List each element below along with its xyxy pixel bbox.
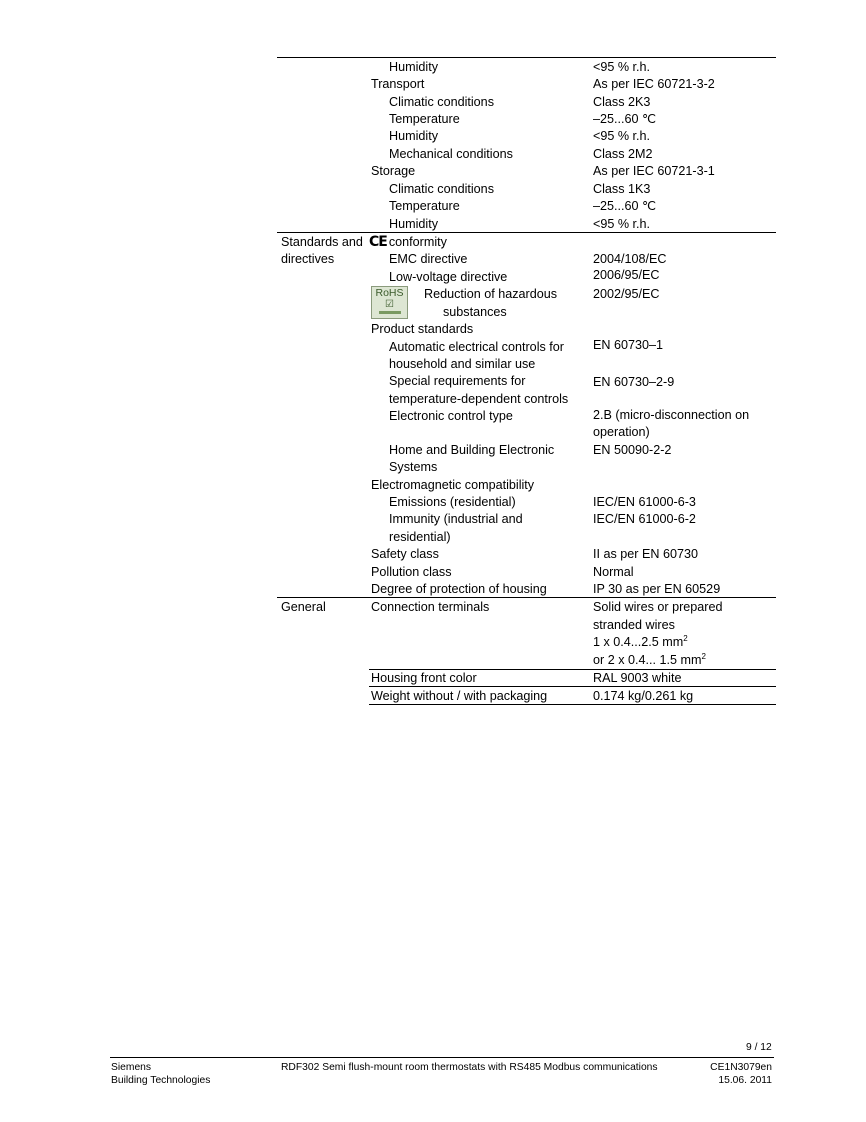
storage-value: As per IEC 60721-3-1 — [593, 164, 715, 178]
emissions-label: Emissions (residential) — [389, 495, 516, 509]
page-number: 9 / 12 — [746, 1042, 772, 1053]
ce-mark-icon: CE — [369, 234, 387, 250]
protection-label: Degree of protection of housing — [371, 582, 547, 596]
auto-controls-value: EN 60730–1 — [593, 338, 664, 352]
table-bottom-rule — [369, 704, 776, 705]
terminals-value-line3-text: 1 x 0.4...2.5 mm — [593, 635, 684, 649]
electronic-type-value-line1: 2.B (micro-disconnection on — [593, 408, 750, 422]
company-division: Building Technologies — [111, 1075, 211, 1086]
rohs-check-icon: ☑ — [385, 299, 394, 310]
protection-value: IP 30 as per EN 60529 — [593, 582, 721, 596]
terminals-value-line4 — [593, 652, 706, 669]
company-name: Siemens — [111, 1062, 152, 1073]
rohs-logo-text: RoHS — [375, 287, 404, 299]
terminals-value-line1: Solid wires or prepared — [593, 600, 723, 614]
housing-color-value: RAL 9003 white — [593, 671, 682, 685]
electronic-type-label: Electronic control type — [389, 409, 513, 423]
terminals-label: Connection terminals — [371, 600, 490, 614]
emc-directive-label: EMC directive — [389, 252, 468, 266]
storage-climatic-label: Climatic conditions — [389, 182, 494, 196]
storage-temperature-label: Temperature — [389, 199, 460, 213]
rohs-logo-bar — [379, 311, 401, 314]
transport-climatic-value: Class 2K3 — [593, 95, 651, 109]
standards-section-title-line2: directives — [281, 252, 335, 266]
humidity-value: <95 % r.h. — [593, 60, 651, 74]
auto-controls-label-line2: household and similar use — [389, 357, 536, 371]
transport-mechanical-label: Mechanical conditions — [389, 147, 513, 161]
safety-class-label: Safety class — [371, 547, 439, 561]
storage-humidity-label: Humidity — [389, 217, 438, 231]
special-req-label-line1: Special requirements for — [389, 374, 526, 388]
home-building-label-line2: Systems — [389, 460, 438, 474]
storage-humidity-value: <95 % r.h. — [593, 217, 651, 231]
document-title: RDF302 Semi flush-mount room thermostats with RS485 Modbus communications — [281, 1062, 658, 1073]
terminals-sup2: 2 — [701, 651, 706, 661]
housing-color-label: Housing front color — [371, 671, 477, 685]
section-rule-general — [277, 597, 776, 598]
immunity-label-line1: Immunity (industrial and — [389, 512, 523, 526]
terminals-value-line3 — [593, 634, 688, 651]
product-standards-label: Product standards — [371, 322, 474, 336]
storage-temperature-value: –25...60 ℃ — [593, 199, 657, 213]
ce-conformity — [369, 234, 447, 251]
rohs-logo-icon — [371, 286, 408, 319]
footer-rule — [110, 1057, 774, 1058]
home-building-label-line1: Home and Building Electronic — [389, 443, 555, 457]
terminals-value-line2: stranded wires — [593, 618, 675, 632]
section-rule-standards — [277, 232, 776, 233]
rohs-label-line2: substances — [443, 305, 507, 319]
auto-controls-label-line1: Automatic electrical controls for — [389, 340, 564, 354]
transport-value: As per IEC 60721-3-2 — [593, 77, 715, 91]
humidity-label: Humidity — [389, 60, 438, 74]
lowvoltage-directive-label: Low-voltage directive — [389, 270, 508, 284]
weight-label: Weight without / with packaging — [371, 689, 548, 703]
special-req-label-line2: temperature-dependent controls — [389, 392, 569, 406]
row-rule-weight — [369, 686, 776, 687]
conformity-label: conformity — [388, 235, 447, 249]
standards-section-title-line1: Standards and — [281, 235, 363, 249]
electronic-type-value-line2: operation) — [593, 425, 650, 439]
transport-humidity-value: <95 % r.h. — [593, 129, 651, 143]
transport-climatic-label: Climatic conditions — [389, 95, 494, 109]
rohs-value: 2002/95/EC — [593, 287, 660, 301]
rohs-label-line1: Reduction of hazardous — [424, 287, 558, 301]
pollution-class-label: Pollution class — [371, 565, 452, 579]
general-section-title: General — [281, 600, 326, 614]
table-top-rule — [277, 57, 776, 58]
immunity-value: IEC/EN 61000-6-2 — [593, 512, 696, 526]
transport-mechanical-value: Class 2M2 — [593, 147, 653, 161]
weight-value: 0.174 kg/0.261 kg — [593, 689, 694, 703]
document-id: CE1N3079en — [710, 1062, 772, 1073]
terminals-sup1: 2 — [683, 633, 688, 643]
emissions-value: IEC/EN 61000-6-3 — [593, 495, 696, 509]
lowvoltage-directive-value: 2006/95/EC — [593, 268, 660, 282]
safety-class-value: II as per EN 60730 — [593, 547, 699, 561]
terminals-value-line4-text: or 2 x 0.4... 1.5 mm — [593, 653, 702, 667]
storage-label: Storage — [371, 164, 416, 178]
storage-climatic-value: Class 1K3 — [593, 182, 651, 196]
pollution-class-value: Normal — [593, 565, 634, 579]
transport-temperature-label: Temperature — [389, 112, 460, 126]
document-date: 15.06. 2011 — [718, 1075, 772, 1086]
transport-temperature-value: –25...60 ℃ — [593, 112, 657, 126]
emc-directive-value: 2004/108/EC — [593, 252, 667, 266]
special-req-value: EN 60730–2-9 — [593, 375, 675, 389]
transport-humidity-label: Humidity — [389, 129, 438, 143]
emc-compat-label: Electromagnetic compatibility — [371, 478, 535, 492]
immunity-label-line2: residential) — [389, 530, 451, 544]
transport-label: Transport — [371, 77, 425, 91]
home-building-value: EN 50090-2-2 — [593, 443, 672, 457]
